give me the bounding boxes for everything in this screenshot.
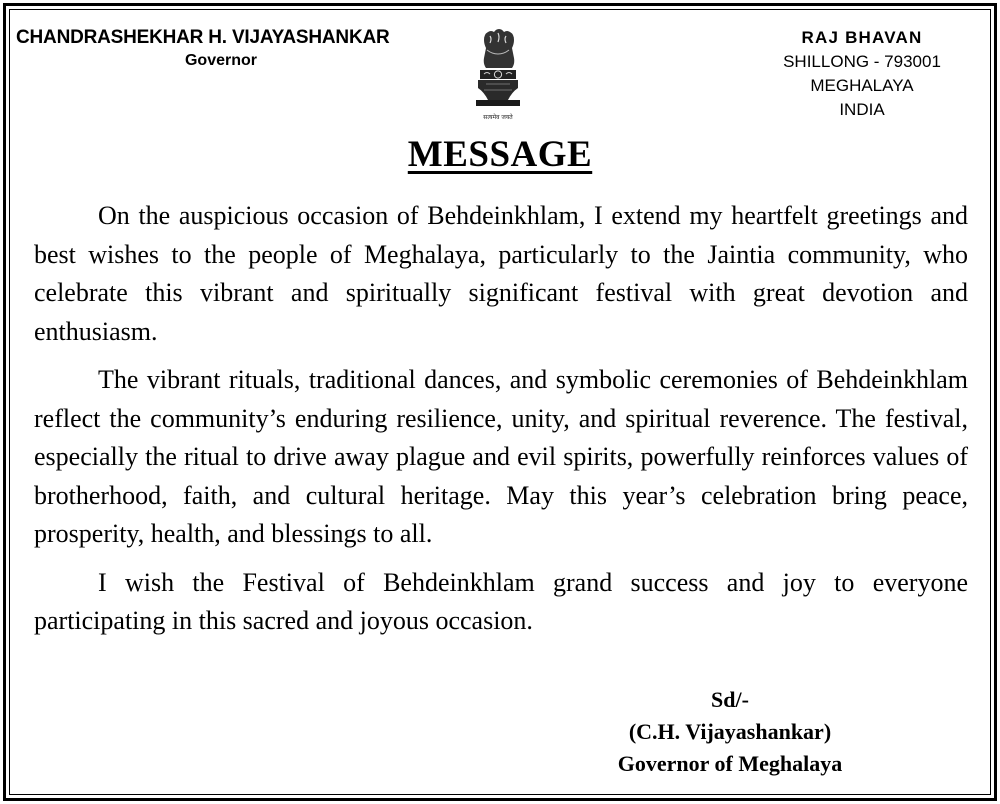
address-line-city: SHILLONG - 793001	[783, 52, 941, 71]
signatory-name: (C.H. Vijayashankar)	[628, 719, 832, 744]
paragraph: The vibrant rituals, traditional dances, and symbolic ceremonies of Behdeinkhlam reflect the community’s enduring resilience, unity, and spiritual reverence. The festival, especially the ritual to drive away plague and evil spirits, powerfully reinforces values of brotherhood, faith, and cultural heritage. May this year’s celebration bring peace, prosperity, health, and blessings to all.	[34, 365, 968, 548]
address-line-state: MEGHALAYA	[810, 76, 914, 95]
office-name: RAJ BHAVAN	[801, 28, 923, 47]
message-title-block	[0, 133, 1000, 176]
paragraph: On the auspicious occasion of Behdeinkhlam, I extend my heartfelt greetings and best wishes to the people of Meghalaya, particularly to the Jaintia community, who celebrate this vibrant and spiritually significant festival with great devotion and enthusiasm.	[34, 201, 968, 346]
message-body	[34, 197, 968, 651]
signatory-designation: Governor of Meghalaya	[617, 751, 843, 776]
signature-sd: Sd/-	[711, 687, 749, 712]
message-title: MESSAGE	[407, 134, 593, 175]
address-line-country: INDIA	[839, 100, 885, 119]
sender-name: CHANDRASHEKHAR H. VIJAYASHANKAR	[16, 27, 390, 48]
svg-text:सत्यमेव जयते: सत्यमेव जयते	[483, 114, 513, 121]
state-emblem-icon	[466, 24, 530, 124]
address-block	[752, 26, 972, 122]
paragraph: I wish the Festival of Behdeinkhlam grand success and joy to everyone participating in this sacred and joyous occasion.	[34, 567, 968, 635]
sender-role: Governor	[184, 52, 257, 69]
sender-block	[16, 27, 436, 70]
signature-block	[560, 684, 900, 780]
